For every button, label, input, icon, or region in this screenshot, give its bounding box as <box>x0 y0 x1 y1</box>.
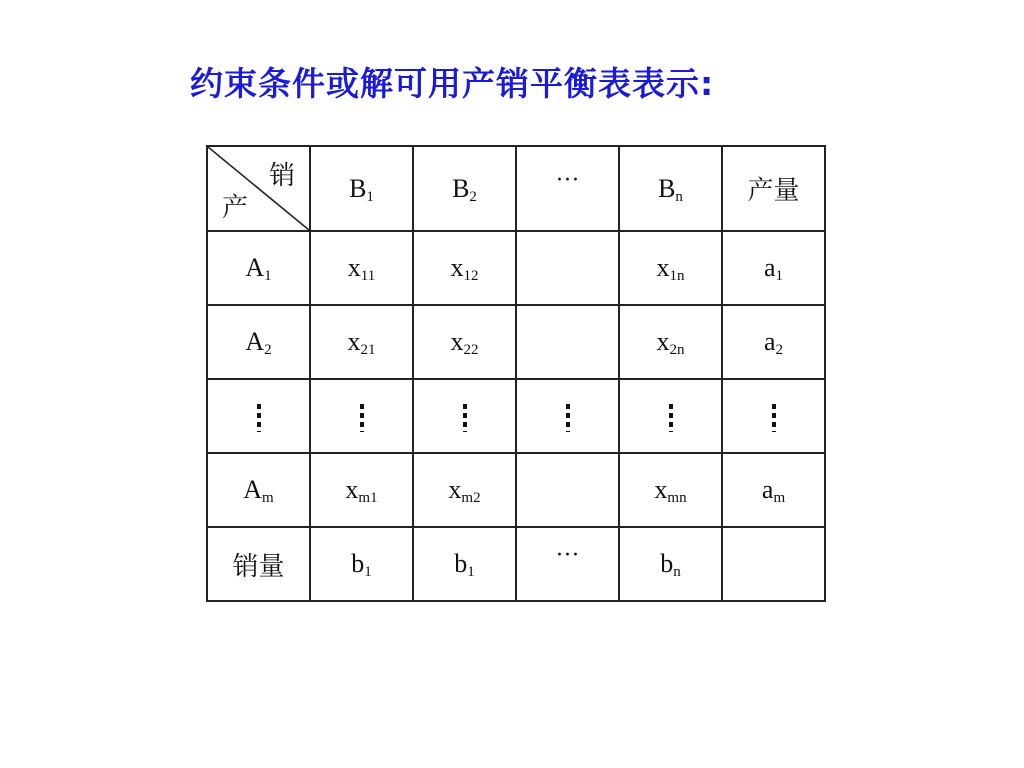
vertical-ellipsis <box>360 404 364 432</box>
page-title: 约束条件或解可用产销平衡表表示: <box>190 64 715 103</box>
table-cell <box>413 231 516 305</box>
table-row <box>207 231 825 305</box>
cell-text: x <box>448 475 462 504</box>
table-cell <box>619 379 722 453</box>
table-cell <box>413 305 516 379</box>
cell-subscript: 22 <box>463 342 479 358</box>
cell-text: x <box>656 327 670 356</box>
table-cell <box>619 453 722 527</box>
header-cell <box>722 146 825 231</box>
cell-text: b <box>454 549 468 578</box>
cell-text: ··· <box>555 166 580 193</box>
table-row <box>207 527 825 601</box>
header-row <box>207 146 825 231</box>
cell-text: B <box>452 173 470 203</box>
table-cell <box>619 231 722 305</box>
cell-subscript: m1 <box>358 490 378 506</box>
vertical-ellipsis <box>772 404 776 432</box>
cell-subscript: 2n <box>669 342 685 358</box>
cell-text: b <box>351 549 365 578</box>
cell-subscript: 2 <box>264 342 272 358</box>
cell-subscript: m <box>262 490 274 506</box>
table-row <box>207 453 825 527</box>
table-row <box>207 305 825 379</box>
cell-subscript: 12 <box>463 268 479 284</box>
table-row <box>207 379 825 453</box>
row-label-cell <box>207 453 310 527</box>
cell-subscript: 1n <box>669 268 685 284</box>
cell-text: A <box>243 475 263 504</box>
table-cell <box>619 305 722 379</box>
vertical-ellipsis <box>463 404 467 432</box>
table-cell <box>310 527 413 601</box>
table-cell <box>722 527 825 601</box>
cell-text: B <box>658 173 676 203</box>
transport-balance-table <box>206 145 826 602</box>
cell-text: x <box>656 253 670 282</box>
corner-sales-label: 销 <box>268 161 295 191</box>
table-cell <box>722 379 825 453</box>
cell-text: A <box>245 327 265 356</box>
cell-subscript: 1 <box>264 268 272 284</box>
table-cell <box>722 231 825 305</box>
vertical-ellipsis <box>257 404 261 432</box>
table-cell <box>516 453 619 527</box>
cell-subscript: 11 <box>360 268 376 284</box>
cell-subscript: 1 <box>775 268 784 284</box>
header-cell <box>516 146 619 231</box>
cell-subscript: n <box>673 564 681 580</box>
cell-text: x <box>450 327 464 356</box>
table-cell <box>310 231 413 305</box>
cell-subscript: m2 <box>461 490 481 506</box>
vertical-ellipsis <box>669 404 673 432</box>
cell-text: a <box>763 253 776 282</box>
cell-text: a <box>761 475 774 504</box>
table-cell <box>310 305 413 379</box>
cell-subscript: n <box>675 188 683 205</box>
table-cell <box>413 453 516 527</box>
cell-text: x <box>347 253 361 282</box>
cell-text: 销量 <box>232 551 285 582</box>
cell-text: b <box>660 549 674 578</box>
row-label-cell <box>207 379 310 453</box>
cell-subscript: 1 <box>364 564 372 580</box>
row-label-cell <box>207 527 310 601</box>
table-cell <box>516 305 619 379</box>
header-cell <box>413 146 516 231</box>
table-cell <box>310 379 413 453</box>
table-cell <box>310 453 413 527</box>
table-cell <box>516 231 619 305</box>
table-cell <box>722 453 825 527</box>
cell-text: B <box>349 173 367 203</box>
table-cell <box>413 379 516 453</box>
cell-subscript: mn <box>667 490 687 506</box>
header-cell <box>310 146 413 231</box>
cell-text: 产量 <box>747 176 800 206</box>
header-cell <box>619 146 722 231</box>
cell-text: x <box>654 475 668 504</box>
row-label-cell <box>207 305 310 379</box>
table-cell <box>619 527 722 601</box>
vertical-ellipsis <box>566 404 570 432</box>
corner-production-label: 产 <box>222 193 249 223</box>
cell-subscript: 2 <box>469 188 477 205</box>
cell-subscript: 21 <box>360 342 376 358</box>
cell-text: x <box>347 327 361 356</box>
row-label-cell <box>207 231 310 305</box>
table-cell <box>516 379 619 453</box>
cell-subscript: 1 <box>366 188 374 205</box>
cell-text: x <box>345 475 359 504</box>
cell-text: a <box>763 327 776 356</box>
cell-subscript: m <box>773 490 786 506</box>
cell-subscript: 1 <box>467 564 475 580</box>
cell-text: ··· <box>555 542 580 568</box>
cell-subscript: 2 <box>775 342 784 358</box>
table-cell <box>722 305 825 379</box>
corner-header-cell <box>207 146 310 231</box>
table-cell <box>516 527 619 601</box>
cell-text: A <box>245 253 265 282</box>
cell-text: x <box>450 253 464 282</box>
table-cell <box>413 527 516 601</box>
